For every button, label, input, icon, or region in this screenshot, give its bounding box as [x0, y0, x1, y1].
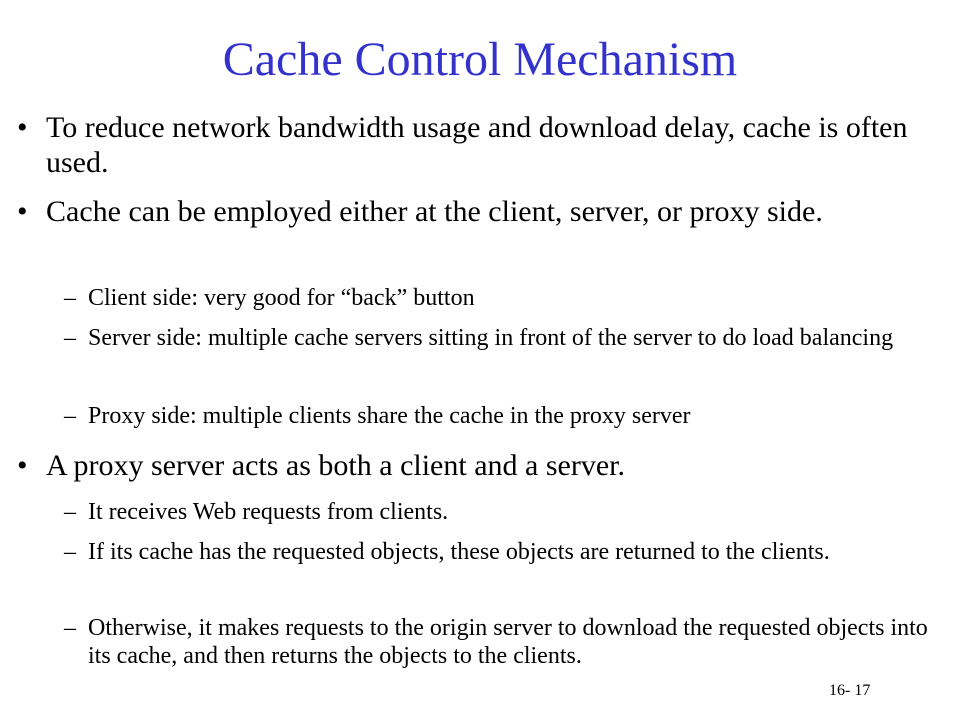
- sub-item-text: Server side: multiple cache servers sitting in front of the server to do load balancing: [88, 325, 894, 351]
- slide-number: 16- 17: [829, 682, 871, 699]
- dash-mark: –: [64, 285, 76, 311]
- bullet-text: Cache can be employed either at the client, server, or proxy side.: [46, 195, 823, 228]
- sub-item-text: Otherwise, it makes requests to the origin server to download the requested objects into its cache, and then returns the objects to the clients.: [88, 615, 928, 669]
- slide-title: Cache Control Mechanism: [222, 33, 738, 86]
- bullet-text: To reduce network bandwidth usage and download delay, cache is often used.: [46, 111, 908, 179]
- sub-item-text: Proxy side: multiple clients share the cache in the proxy server: [88, 403, 691, 429]
- sub-item-text: Client side: very good for “back” button: [88, 285, 475, 311]
- dash-mark: –: [64, 403, 76, 429]
- sub-item-text: If its cache has the requested objects, these objects are returned to the clients.: [88, 539, 830, 565]
- bullet-mark: •: [17, 449, 28, 482]
- dash-mark: –: [64, 325, 76, 351]
- bullet-mark: •: [17, 195, 28, 228]
- dash-mark: –: [64, 615, 76, 641]
- dash-mark: –: [64, 499, 76, 525]
- bullet-text: A proxy server acts as both a client and a server.: [46, 449, 625, 482]
- sub-item-text: It receives Web requests from clients.: [88, 499, 449, 525]
- dash-mark: –: [64, 539, 76, 565]
- bullet-mark: •: [17, 111, 28, 144]
